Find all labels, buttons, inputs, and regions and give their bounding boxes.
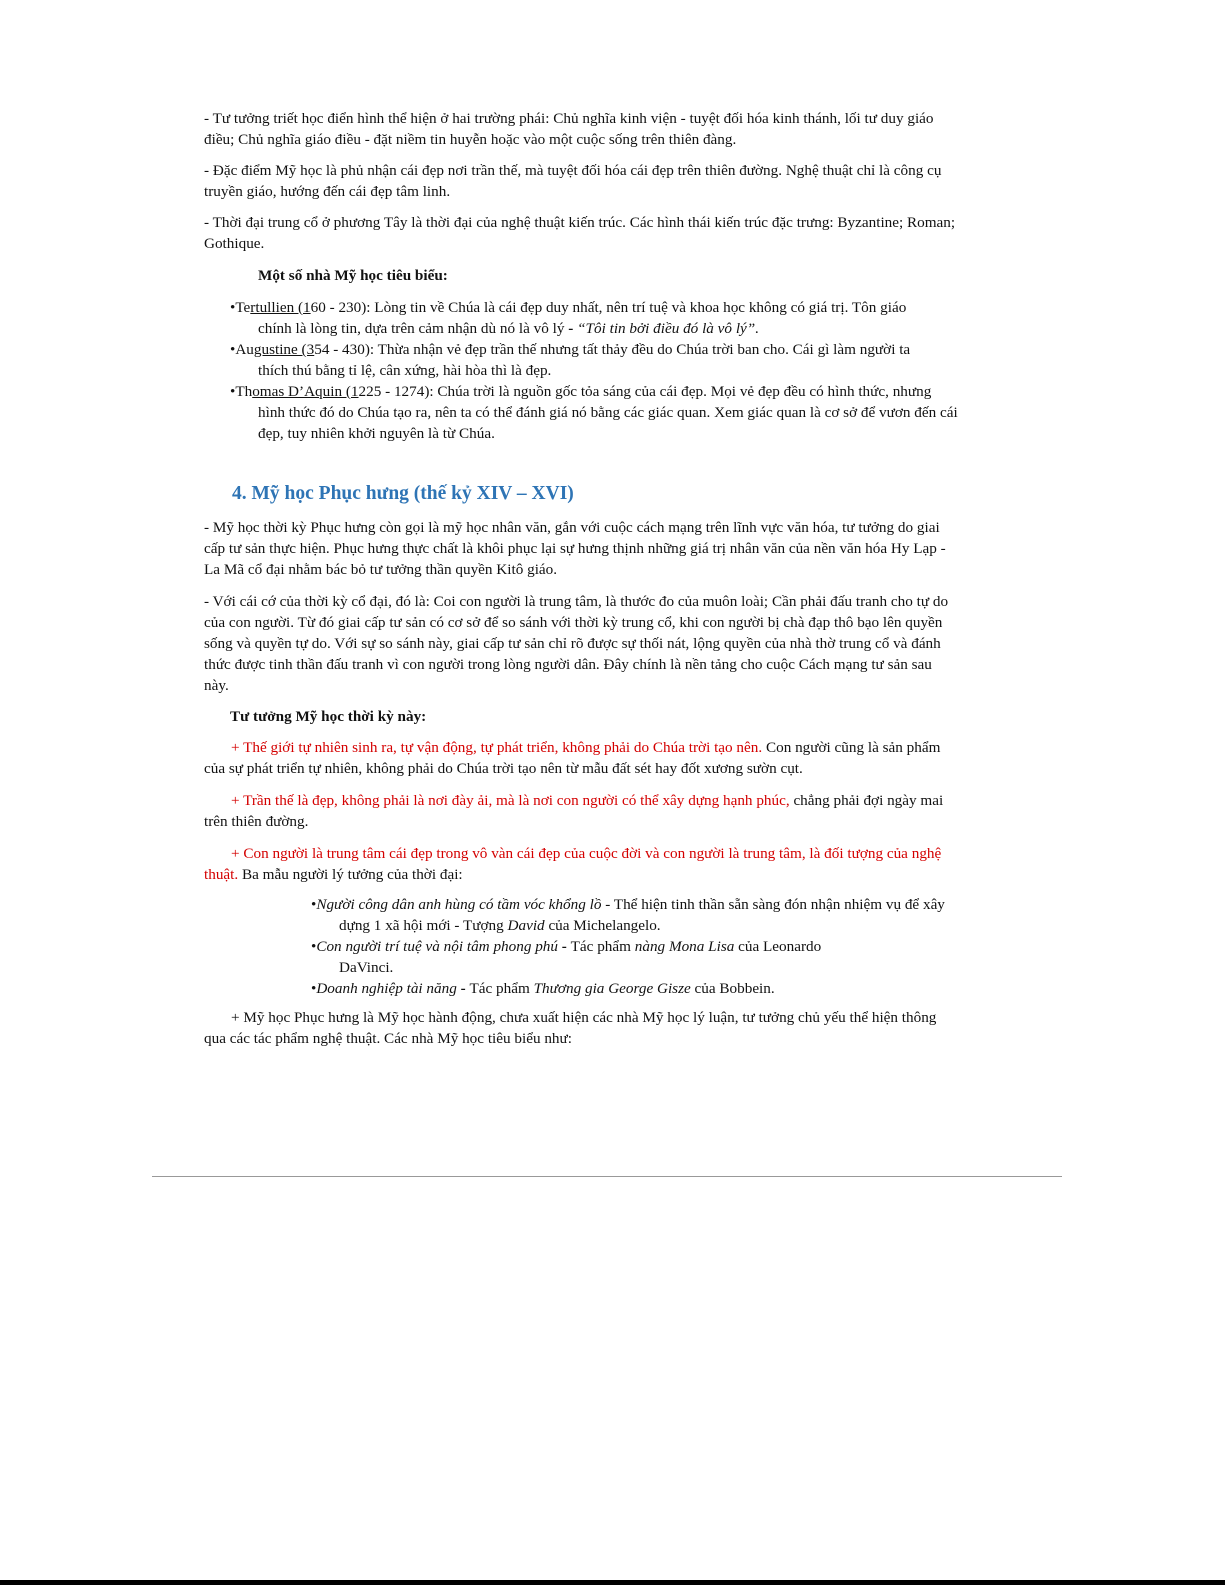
highlighted-text: thuật. <box>204 866 239 883</box>
text-line: của sự phát triển tự nhiên, không phải do Chúa trời tạo nên từ mẫu đất sét hay đốt xương sườn cụt. <box>204 760 803 777</box>
list-item: •Con người trí tuệ và nội tâm phong phú - Tác phẩm nàng Mona Lisa của Leonardo DaVinci. <box>311 938 822 976</box>
bullet: • <box>230 299 236 316</box>
paragraph-renaissance-action <box>204 1007 936 1049</box>
bullet: • <box>311 938 317 955</box>
paragraph-nature-thought: + Thế giới tự nhiên sinh ra, tự vận động, tự phát triển, không phải do Chúa trời tạo nên. Con người cũng là sản phẩm của sự phát triển tự nhiên, không phải do Chúa trời tạo nên từ mẫu đất sét hay đốt xương sườn cụt. <box>204 739 941 777</box>
highlighted-text: + Con người là trung tâm cái đẹp trong vô vàn cái đẹp của cuộc đời và con người là trung tâm, là đối tượng của nghệ <box>231 845 942 862</box>
list-item: •Thomas D’Aquin (1225 - 1274): Chúa trời là nguồn gốc tỏa sáng của cái đẹp. Mọi vẻ đẹp đều có hình thức, nhưng hình thức đó do Chúa tạo ra, nên ta có thể đánh giá nó bằng các giác quan. Xem giác quan là cơ sở để vươn đến cái đẹp, tuy nhiên khởi nguyên là từ Chúa. <box>230 383 958 442</box>
text-line: - Với cái cớ của thời kỳ cổ đại, đó là: Coi con người là trung tâm, là thước đo của muôn loài; Cần phải đấu tranh cho tự do <box>204 593 949 610</box>
text-line: - Thời đại trung cổ ở phương Tây là thời đại của nghệ thuật kiến trúc. Các hình thái kiến trúc đặc trưng: Byzantine; Roman; <box>204 214 956 231</box>
text-line: Gothique. <box>204 235 265 252</box>
text-line: sống và quyền tự do. Với sự so sánh này, giai cấp tư sản chỉ rõ được sự thối nát, lộng quyền của nhà thờ trung cổ và đánh <box>204 635 941 652</box>
highlighted-text: + Thế giới tự nhiên sinh ra, tự vận động, tự phát triển, không phải do Chúa trời tạo nên. <box>231 739 763 756</box>
paragraph-aesthetics-traits <box>204 160 941 202</box>
list-item: •Augustine (354 - 430): Thừa nhận vẻ đẹp trần thế nhưng tất thảy đều do Chúa trời ban cho. Cái gì làm người ta thích thú bằng tỉ lệ, cân xứng, hài hòa thì là đẹp. <box>230 341 911 379</box>
name-link: rtullien (1 <box>250 299 311 316</box>
bullet: • <box>230 383 236 400</box>
paragraph-philosophy-schools <box>204 108 934 150</box>
paragraph-earthly-beauty: + Trần thế là đẹp, không phải là nơi đày ải, mà là nơi con người có thể xây dựng hạnh phúc, chẳng phải đợi ngày mai trên thiên đường. <box>204 792 944 830</box>
bullet: • <box>311 980 317 997</box>
page-divider <box>152 1176 1062 1177</box>
list-item: •Người công dân anh hùng có tầm vóc khổng lồ - Thể hiện tinh thần sẵn sàng đón nhận nhiệm vụ để xây dựng 1 xã hội mới - Tượng David của Michelangelo. <box>311 896 945 934</box>
paragraph-renaissance-intro <box>204 517 946 580</box>
quote: “Tôi tin bởi điều đó là vô lý”. <box>577 320 760 337</box>
philosopher-list <box>230 297 1020 444</box>
text-line: thức được tinh thần đấu tranh vì con người trong lòng người dân. Đây chính là nền tảng cho cuộc Cách mạng tư sản sau <box>204 656 932 673</box>
text-line: - Đặc điểm Mỹ học là phủ nhận cái đẹp nơi trần thế, mà tuyệt đối hóa cái đẹp trên thiên đường. Nghệ thuật chỉ là công cụ <box>204 162 942 179</box>
list-item: •Tertullien (160 - 230): Lòng tin về Chúa là cái đẹp duy nhất, nên trí tuệ và khoa học không có giá trị. Tôn giáo chính là lòng tin, dựa trên cảm nhận dù nó là vô lý - “Tôi tin bởi điều đó là vô lý”. <box>230 299 907 337</box>
page-bottom-edge <box>0 1580 1225 1585</box>
bullet: • <box>311 896 317 913</box>
paragraph-antiquity-reasons <box>204 591 948 696</box>
text-line: truyền giáo, hướng đến cái đẹp tâm linh. <box>204 183 451 200</box>
text-line: + Mỹ học Phục hưng là Mỹ học hành động, chưa xuất hiện các nhà Mỹ học lý luận, tư tưởng chủ yếu thể hiện thông <box>231 1009 937 1026</box>
highlighted-text: + Trần thế là đẹp, không phải là nơi đày ải, mà là nơi con người có thể xây dựng hạnh phúc, <box>231 792 790 809</box>
text-line: La Mã cổ đại nhằm bác bỏ tư tưởng thần quyền Kitô giáo. <box>204 561 558 578</box>
paragraph-architecture <box>204 212 955 254</box>
subheading-period-thought: Tư tưởng Mỹ học thời kỳ này: <box>230 708 427 725</box>
text-line: qua các tác phẩm nghệ thuật. Các nhà Mỹ học tiêu biểu như: <box>204 1030 572 1047</box>
name-link: omas D’Aquin (1 <box>252 383 359 400</box>
text-line: trên thiên đường. <box>204 813 309 830</box>
text-line: này. <box>204 677 229 694</box>
text-line: cấp tư sản thực hiện. Phục hưng thực chất là khôi phục lại sự hưng thịnh những giá trị nhân văn của nền văn hóa Hy Lạp - <box>204 540 946 557</box>
text-line: - Mỹ học thời kỳ Phục hưng còn gọi là mỹ học nhân văn, gắn với cuộc cách mạng trên lĩnh vực văn hóa, tư tưởng do giai <box>204 519 940 536</box>
list-item: •Doanh nghiệp tài năng - Tác phẩm Thương gia George Gisze của Bobbein. <box>311 980 775 997</box>
paragraph-human-center: + Con người là trung tâm cái đẹp trong vô vàn cái đẹp của cuộc đời và con người là trung tâm, là đối tượng của nghệ thuật. Ba mẫu người lý tưởng của thời đại: <box>204 845 942 883</box>
subheading-notable-aestheticians: Một số nhà Mỹ học tiêu biểu: <box>258 267 448 284</box>
name-link: gustine (3 <box>253 341 315 358</box>
bullet: • <box>230 341 236 358</box>
section-heading: 4. Mỹ học Phục hưng (thế kỷ XIV – XVI) <box>232 483 574 504</box>
text-line: của con người. Từ đó giai cấp tư sản có cơ sở để so sánh với thời kỳ trung cổ, khi con người bị chà đạp thô bạo lên quyền <box>204 614 943 631</box>
text-line: - Tư tưởng triết học điển hình thể hiện ở hai trường phái: Chủ nghĩa kinh viện - tuyệt đối hóa kinh thánh, lối tư duy giáo <box>204 110 934 127</box>
text-line: điều; Chủ nghĩa giáo điều - đặt niềm tin huyễn hoặc vào một cuộc sống trên thiên đàng. <box>204 131 737 148</box>
ideal-people-list <box>311 894 1011 999</box>
